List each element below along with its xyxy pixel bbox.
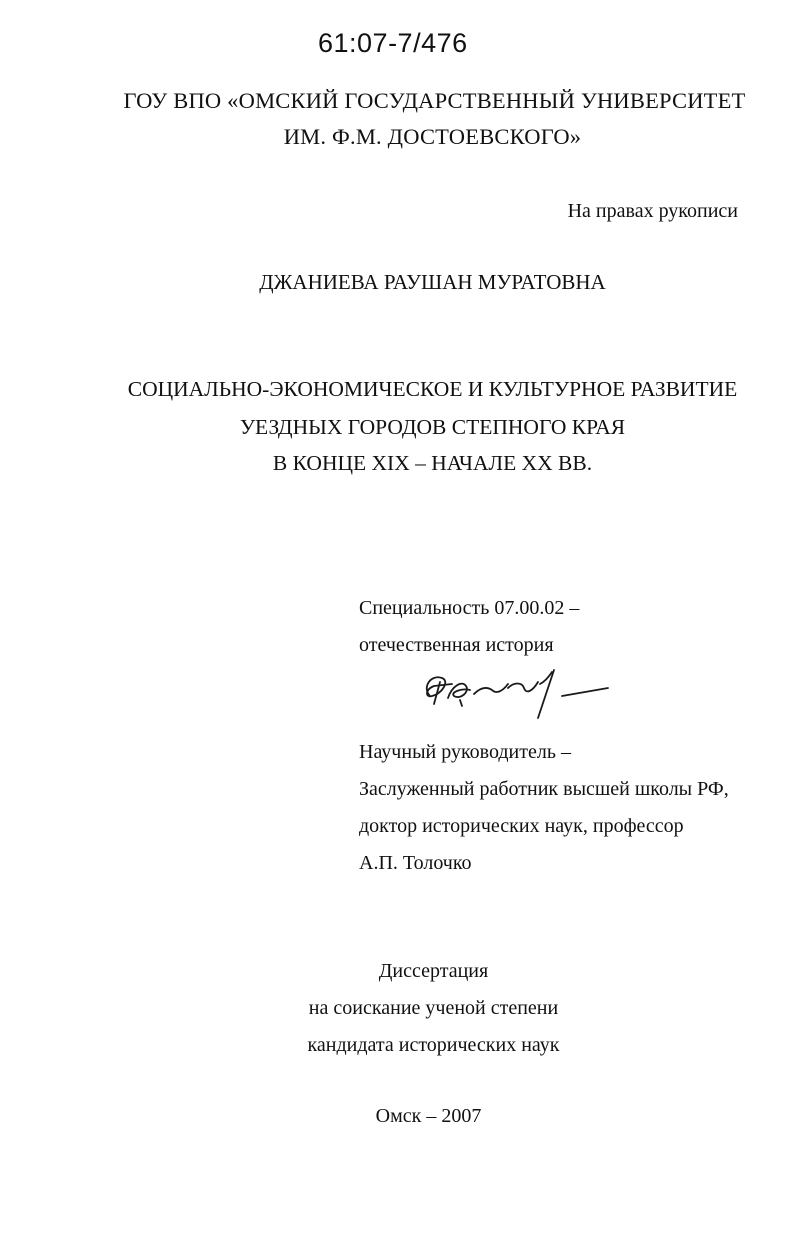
dissertation-title-line-2: УЕЗДНЫХ ГОРОДОВ СТЕПНОГО КРАЯ xyxy=(239,415,626,439)
handwritten-signature xyxy=(412,660,622,720)
archive-stamp-code: 61:07-7/476 xyxy=(318,28,468,58)
institution-line-2: ИМ. Ф.М. ДОСТОЕВСКОГО» xyxy=(283,124,582,149)
supervisor-degree: доктор исторических наук, профессор xyxy=(359,815,684,837)
place-and-year: Омск – 2007 xyxy=(375,1105,482,1127)
author-name: ДЖАНИЕВА РАУШАН МУРАТОВНА xyxy=(259,270,606,294)
manuscript-rights-note: На правах рукописи xyxy=(567,200,738,222)
supervisor-role: Научный руководитель – xyxy=(359,741,571,763)
dissertation-title-line-3: В КОНЦЕ XIX – НАЧАЛЕ XX ВВ. xyxy=(272,451,593,475)
degree-purpose: на соискание ученой степени xyxy=(308,997,559,1019)
dissertation-label: Диссертация xyxy=(378,960,489,982)
dissertation-title-line-1: СОЦИАЛЬНО-ЭКОНОМИЧЕСКОЕ И КУЛЬТУРНОЕ РАЗВИТИЕ xyxy=(127,377,738,401)
supervisor-honorary-title: Заслуженный работник высшей школы РФ, xyxy=(359,778,729,800)
specialty-code: Специальность 07.00.02 – xyxy=(359,597,580,619)
institution-line-1: ГОУ ВПО «ОМСКИЙ ГОСУДАРСТВЕННЫЙ УНИВЕРСИТЕТ xyxy=(123,88,746,113)
degree-name: кандидата исторических наук xyxy=(307,1034,560,1056)
supervisor-name: А.П. Толочко xyxy=(359,852,472,874)
specialty-name: отечественная история xyxy=(359,634,554,656)
